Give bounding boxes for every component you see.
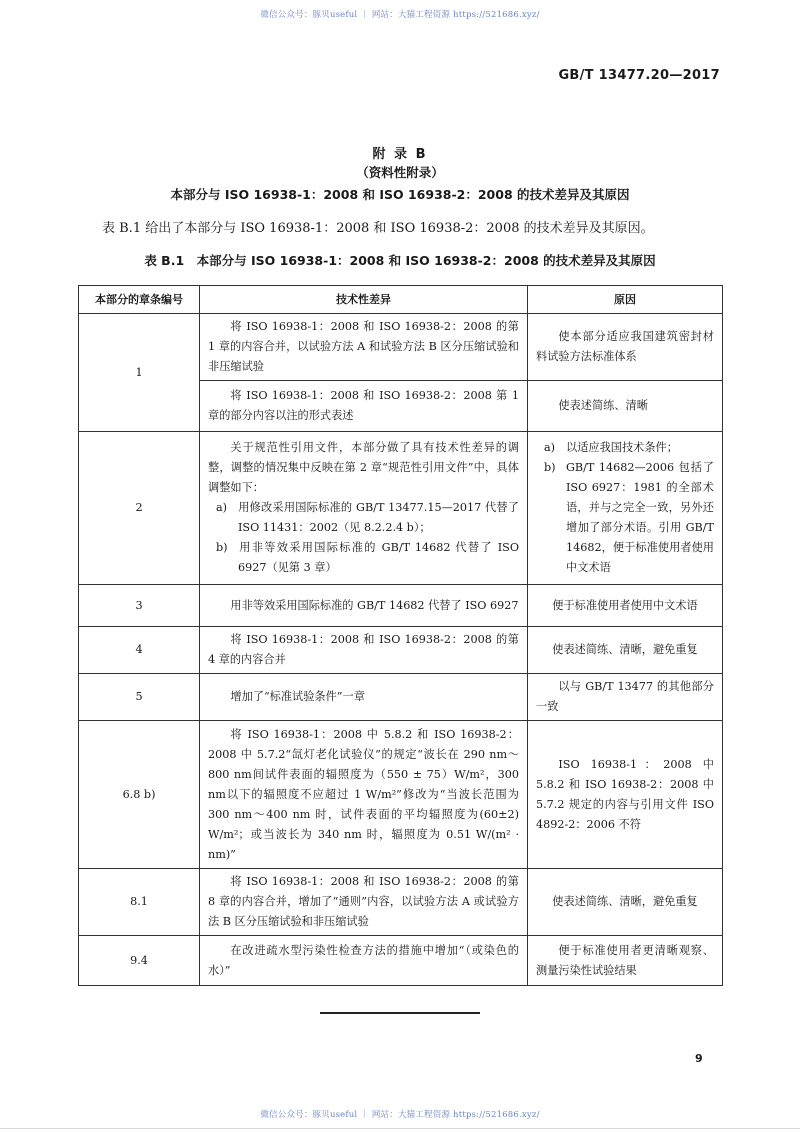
- page-bottom-border: [0, 1128, 800, 1129]
- table-row: [79, 585, 723, 627]
- header-reason: 原因: [528, 286, 723, 314]
- annex-title: 附 录 B: [372, 147, 428, 162]
- reason-cell: ISO 16938-1：2008 中 5.8.2 和 ISO 16938-2：2008 中 5.7.2 规定的内容与引用文件 ISO 4892-2：2006 不符: [528, 721, 723, 869]
- diff-cell: 用非等效采用国际标准的 GB/T 14682 代替了 ISO 6927: [200, 585, 528, 627]
- header-technical-difference: 技术性差异: [200, 286, 528, 314]
- clause-cell: 9.4: [79, 936, 200, 986]
- reason-cell: 便于标准使用者更清晰观察、测量污染性试验结果: [528, 936, 723, 986]
- reason-cell: 便于标准使用者使用中文术语: [528, 585, 723, 627]
- diff-cell: 将 ISO 16938-1：2008 和 ISO 16938-2：2008 的第 4 章的内容合并: [200, 627, 528, 674]
- diff-cell: 在改进疏水型污染性检查方法的措施中增加“（或染色的水）”: [200, 936, 528, 986]
- clause-cell: 8.1: [79, 869, 200, 936]
- diff-list-item: a) 用修改采用国际标准的 GB/T 13477.15—2017 代替了 ISO 11431：2002（见 8.2.2.4 b）；: [216, 501, 519, 534]
- clause-cell: 3: [79, 585, 200, 627]
- standard-number: GB/T 13477.20—2017: [558, 68, 720, 83]
- reason-cell: 以与 GB/T 13477 的其他部分一致: [528, 674, 723, 721]
- clause-cell: 4: [79, 627, 200, 674]
- reason-cell: 使表述简练、清晰，避免重复: [528, 627, 723, 674]
- diff-list-item: b) 用非等效采用国际标准的 GB/T 14682 代替了 ISO 6927（见第 3 章）: [216, 541, 519, 574]
- table-row: [79, 432, 723, 585]
- clause-cell: 6.8 b): [79, 721, 200, 869]
- table-row: [79, 721, 723, 869]
- annex-heading: 本部分与 ISO 16938-1：2008 和 ISO 16938-2：2008 的技术差异及其原因: [170, 187, 630, 202]
- intro-paragraph: 表 B.1 给出了本部分与 ISO 16938-1：2008 和 ISO 16938-2：2008 的技术差异及其原因。: [102, 221, 654, 236]
- page-number: 9: [695, 1052, 703, 1065]
- diff-cell: 关于规范性引用文件，本部分做了具有技术性差异的调整，调整的情况集中反映在第 2 章“规范性引用文件”中，具体调整如下： a) 用修改采用国际标准的 GB/T 13477.15—2017 代替了 ISO 11431：2002（见 8.2.2.4 b）； b) 用非等效采用国际标准的 GB/T 14682 代替了 ISO 6927（见第 3 章）: [200, 432, 528, 585]
- annex-type: （资料性附录）: [356, 165, 444, 180]
- clause-cell: 1: [79, 314, 200, 432]
- diff-cell: 增加了“标准试验条件”一章: [200, 674, 528, 721]
- diff-cell: 将 ISO 16938-1：2008 和 ISO 16938-2：2008 第 1 章的部分内容以注的形式表述: [200, 381, 528, 432]
- table-row: [79, 936, 723, 986]
- header-clause: 本部分的章条编号: [79, 286, 200, 314]
- watermark-top: 微信公众号：豚贝useful ｜ 网站：大猫工程资源 https://521686.xyz/: [260, 10, 540, 20]
- table-row: [79, 869, 723, 936]
- reason-cell: 使表述简练、清晰: [528, 381, 723, 432]
- reason-list-item: b) GB/T 14682—2006 包括了 ISO 6927：1981 的全部术语，并与之完全一致，另外还增加了部分术语。引用 GB/T 14682，便于标准使用者使用中文术语: [544, 461, 714, 574]
- clause-cell: 5: [79, 674, 200, 721]
- watermark-bottom: 微信公众号：豚贝useful ｜ 网站：大猫工程资源 https://521686.xyz/: [260, 1110, 540, 1120]
- diff-cell: 将 ISO 16938-1：2008 和 ISO 16938-2：2008 的第 8 章的内容合并，增加了“通则”内容，以试验方法 A 或试验方法 B 区分压缩试验和非压缩试验: [200, 869, 528, 936]
- end-separator-line: [320, 1012, 480, 1014]
- table-row: [79, 674, 723, 721]
- table-row: [79, 627, 723, 674]
- reason-list-item: a) 以适应我国技术条件；: [544, 441, 678, 454]
- table-header-row: [79, 286, 723, 314]
- table-row: [79, 314, 723, 381]
- clause-cell: 2: [79, 432, 200, 585]
- table-caption: 表 B.1 本部分与 ISO 16938-1：2008 和 ISO 16938-2：2008 的技术差异及其原因: [144, 253, 656, 268]
- reason-cell: 使表述简练、清晰，避免重复: [528, 869, 723, 936]
- differences-table: [78, 285, 723, 986]
- diff-cell: 将 ISO 16938-1：2008 和 ISO 16938-2：2008 的第 1 章的内容合并，以试验方法 A 和试验方法 B 区分压缩试验和非压缩试验: [200, 314, 528, 381]
- reason-cell: [528, 432, 723, 585]
- diff-cell: 将 ISO 16938-1：2008 中 5.8.2 和 ISO 16938-2：2008 中 5.7.2“氙灯老化试验仪”的规定“波长在 290 nm～800 nm间试件表面的辐照度为（550 ± 75）W/m²，300 nm以下的辐照度不应超过 1 W/m²”修改为“当波长范围为 300 nm～400 nm 时，试件表面的平均辐照度为(60±2) W/m²；或当波长为 340 nm 时，辐照度为 0.51 W/(m² · nm)”: [200, 721, 528, 869]
- reason-cell: 使本部分适应我国建筑密封材料试验方法标准体系: [528, 314, 723, 381]
